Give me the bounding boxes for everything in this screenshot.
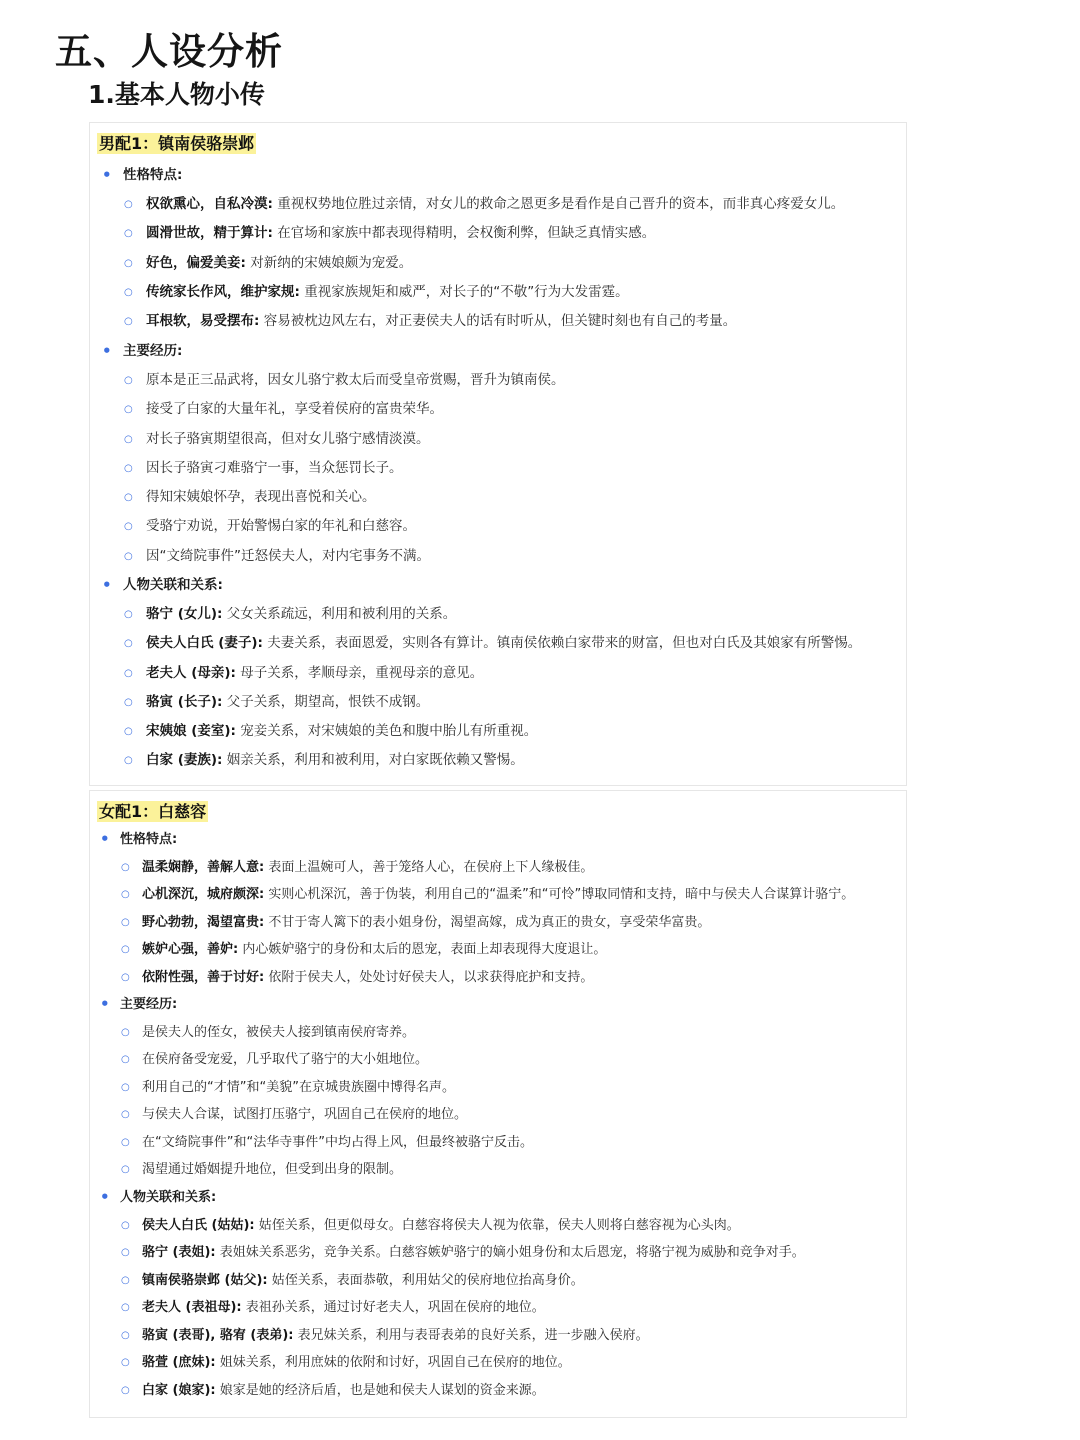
circle-bullet-icon: ○ bbox=[121, 1357, 130, 1368]
list-item bbox=[90, 1212, 906, 1240]
circle-bullet-icon: ○ bbox=[124, 609, 133, 620]
item-desc: 接受了白家的大量年礼，享受着侯府的富贵荣华。 bbox=[146, 401, 443, 418]
item-term: 好色，偏爱美妾: bbox=[146, 254, 246, 271]
section-label: 人物关联和关系: bbox=[123, 577, 223, 593]
item-term: 骆宁 (表姐): bbox=[142, 1245, 216, 1260]
circle-bullet-icon: ○ bbox=[124, 228, 133, 240]
section-personality bbox=[90, 826, 906, 991]
item-desc: 表面上温婉可人，善于笼络人心，在侯府上下人缘极佳。 bbox=[264, 859, 594, 875]
item-term: 骆寅 (长子): bbox=[146, 693, 223, 710]
item-term: 温柔娴静，善解人意: bbox=[142, 859, 265, 875]
circle-bullet-icon: ○ bbox=[121, 1247, 130, 1258]
circle-bullet-icon: ○ bbox=[121, 1329, 130, 1341]
circle-bullet-icon: ○ bbox=[121, 1136, 130, 1148]
item-desc: 重视权势地位胜过亲情，对女儿的救命之恩更多是看作是自己晋升的资本，而非真心疼爱女儿。 bbox=[272, 196, 845, 212]
item-desc: 姑侄关系，但更似母女。白慈容将侯夫人视为依靠，侯夫人则将白慈容视为心头肉。 bbox=[254, 1217, 740, 1233]
page-title: 五、人设分析 bbox=[55, 30, 283, 73]
circle-bullet-icon: ○ bbox=[124, 286, 133, 298]
section-relations bbox=[90, 1184, 906, 1404]
circle-bullet-icon: ○ bbox=[121, 1164, 130, 1175]
circle-bullet-icon: ○ bbox=[121, 916, 130, 928]
item-desc: 姻亲关系，利用和被利用，对白家既依赖又警惕。 bbox=[222, 752, 524, 769]
list-item bbox=[90, 1101, 906, 1129]
item-desc: 重视家族规矩和威严，对长子的“不敬”行为大发雷霆。 bbox=[299, 283, 629, 300]
list-item bbox=[90, 659, 906, 688]
circle-bullet-icon: ○ bbox=[124, 404, 133, 416]
card-title-highlight: 男配1：镇南侯骆崇邺 bbox=[99, 134, 255, 153]
circle-bullet-icon: ○ bbox=[124, 433, 133, 445]
item-term: 传统家长作风，维护家规: bbox=[146, 283, 300, 300]
list-item bbox=[90, 1294, 906, 1322]
bullet-dot-icon: • bbox=[102, 576, 112, 594]
bullet-dot-icon: • bbox=[100, 830, 110, 848]
circle-bullet-icon: ○ bbox=[124, 462, 133, 474]
item-desc: 与侯夫人合谋，试图打压骆宁，巩固自己在侯府的地位。 bbox=[142, 1107, 468, 1122]
bullet-dot-icon: • bbox=[102, 166, 112, 184]
bullet-dot-icon: • bbox=[102, 342, 112, 360]
list-item bbox=[90, 1322, 906, 1350]
circle-bullet-icon: ○ bbox=[124, 667, 133, 679]
circle-bullet-icon: ○ bbox=[121, 944, 130, 955]
item-term: 圆滑世故，精于算计: bbox=[146, 225, 273, 242]
card-title bbox=[97, 132, 256, 156]
item-desc: 姐妹关系，利用庶妹的依附和讨好，巩固自己在侯府的地位。 bbox=[215, 1355, 571, 1370]
circle-bullet-icon: ○ bbox=[121, 1384, 130, 1396]
item-desc: 渴望通过婚姻提升地位，但受到出身的限制。 bbox=[142, 1162, 403, 1177]
item-desc: 对新纳的宋姨娘颇为宠爱。 bbox=[245, 254, 413, 271]
list-item bbox=[90, 278, 906, 307]
circle-bullet-icon: ○ bbox=[124, 638, 133, 650]
item-term: 白家 (娘家): bbox=[142, 1382, 216, 1398]
section-header bbox=[90, 571, 906, 600]
item-term: 侯夫人白氏 (妻子): bbox=[146, 635, 263, 652]
bullet-dot-icon: • bbox=[100, 995, 110, 1013]
section-label: 主要经历: bbox=[123, 343, 183, 359]
circle-bullet-icon: ○ bbox=[124, 375, 133, 386]
list-item bbox=[90, 425, 906, 454]
section-subtitle: 1.基本人物小传 bbox=[88, 80, 265, 109]
list-item bbox=[90, 366, 906, 395]
section-header bbox=[90, 161, 906, 190]
item-term: 耳根软，易受摆布: bbox=[146, 313, 260, 330]
item-term: 骆萱 (庶妹): bbox=[142, 1355, 216, 1370]
circle-bullet-icon: ○ bbox=[121, 1081, 130, 1093]
list-item bbox=[90, 542, 906, 571]
section-experience bbox=[90, 337, 906, 571]
circle-bullet-icon: ○ bbox=[124, 257, 133, 269]
circle-bullet-icon: ○ bbox=[124, 492, 133, 504]
circle-bullet-icon: ○ bbox=[124, 550, 133, 562]
list-item bbox=[90, 512, 906, 541]
character-card-female-1 bbox=[89, 790, 907, 1418]
section-header bbox=[90, 1184, 906, 1212]
item-desc: 表兄妹关系，利用与表哥表弟的良好关系，进一步融入侯府。 bbox=[293, 1327, 649, 1343]
list-item bbox=[90, 249, 906, 278]
section-relations bbox=[90, 571, 906, 776]
item-desc: 因“文绮院事件”迁怒侯夫人，对内宅事务不满。 bbox=[146, 547, 430, 564]
item-term: 骆寅 (表哥), 骆宥 (表弟): bbox=[142, 1327, 294, 1343]
item-desc: 父子关系，期望高，恨铁不成钢。 bbox=[222, 693, 430, 710]
item-desc: 是侯夫人的侄女，被侯夫人接到镇南侯府寄养。 bbox=[142, 1024, 416, 1040]
item-desc: 在“文绮院事件”和“法华寺事件”中均占得上风，但最终被骆宁反击。 bbox=[142, 1134, 533, 1150]
item-term: 嫉妒心强，善妒: bbox=[142, 942, 239, 957]
circle-bullet-icon: ○ bbox=[121, 1274, 130, 1286]
item-desc: 内心嫉妒骆宁的身份和太后的恩宠，表面上却表现得大度退让。 bbox=[238, 942, 607, 957]
item-term: 老夫人 (表祖母): bbox=[142, 1300, 242, 1315]
list-item bbox=[90, 395, 906, 424]
circle-bullet-icon: ○ bbox=[121, 1054, 130, 1065]
list-item bbox=[90, 746, 906, 775]
item-desc: 不甘于寄人篱下的表小姐身份，渴望高嫁，成为真正的贵女，享受荣华富贵。 bbox=[264, 914, 711, 930]
item-term: 宋姨娘 (妾室): bbox=[146, 723, 236, 740]
list-item bbox=[90, 909, 906, 937]
list-item bbox=[90, 881, 906, 909]
card-title-highlight: 女配1：白慈容 bbox=[99, 802, 207, 821]
item-term: 镇南侯骆崇邺 (姑父): bbox=[142, 1272, 268, 1288]
item-desc: 受骆宁劝说，开始警惕白家的年礼和白慈容。 bbox=[146, 518, 416, 535]
circle-bullet-icon: ○ bbox=[121, 861, 130, 873]
list-item bbox=[90, 483, 906, 512]
item-desc: 宠妾关系，对宋姨娘的美色和腹中胎儿有所重视。 bbox=[235, 723, 538, 740]
item-desc: 夫妻关系，表面恩爱，实则各有算计。镇南侯依赖白家带来的财富，但也对白氏及其娘家有所警惕。 bbox=[262, 635, 862, 652]
list-item bbox=[90, 307, 906, 336]
item-desc: 娘家是她的经济后盾，也是她和侯夫人谋划的资金来源。 bbox=[215, 1382, 545, 1398]
list-item bbox=[90, 454, 906, 483]
list-item bbox=[90, 600, 906, 629]
circle-bullet-icon: ○ bbox=[124, 316, 133, 328]
item-desc: 容易被枕边风左右，对正妻侯夫人的话有时听从，但关键时刻也有自己的考量。 bbox=[259, 313, 737, 330]
item-term: 野心勃勃，渴望富贵: bbox=[142, 914, 265, 930]
list-item bbox=[90, 1239, 906, 1267]
list-item bbox=[90, 964, 906, 992]
list-item bbox=[90, 717, 906, 746]
item-desc: 依附于侯夫人，处处讨好侯夫人，以求获得庇护和支持。 bbox=[264, 969, 594, 985]
bullet-dot-icon: • bbox=[100, 1188, 110, 1206]
item-term: 白家 (妻族): bbox=[146, 752, 223, 769]
item-term: 侯夫人白氏 (姑姑): bbox=[142, 1217, 255, 1233]
character-card-male-1 bbox=[89, 122, 907, 786]
circle-bullet-icon: ○ bbox=[121, 971, 130, 983]
list-item bbox=[90, 1267, 906, 1295]
item-desc: 在官场和家族中都表现得精明，会权衡利弊，但缺乏真情实感。 bbox=[272, 225, 656, 242]
circle-bullet-icon: ○ bbox=[124, 521, 133, 533]
section-label: 主要经历: bbox=[120, 997, 178, 1012]
section-personality bbox=[90, 161, 906, 336]
section-header bbox=[90, 337, 906, 366]
list-item bbox=[90, 1074, 906, 1102]
list-item bbox=[90, 1349, 906, 1377]
list-item bbox=[90, 219, 906, 248]
list-item bbox=[90, 854, 906, 882]
item-term: 老夫人 (母亲): bbox=[146, 664, 236, 681]
item-desc: 得知宋姨娘怀孕，表现出喜悦和关心。 bbox=[146, 489, 376, 506]
item-desc: 姑侄关系，表面恭敬，利用姑父的侯府地位抬高身价。 bbox=[267, 1272, 584, 1288]
section-experience bbox=[90, 991, 906, 1184]
item-desc: 表姐妹关系恶劣，竞争关系。白慈容嫉妒骆宁的嫡小姐身份和太后恩宠，将骆宁视为威胁和竞争对手。 bbox=[215, 1245, 805, 1260]
section-label: 性格特点: bbox=[120, 832, 178, 847]
item-desc: 在侯府备受宠爱，几乎取代了骆宁的大小姐地位。 bbox=[142, 1052, 429, 1067]
circle-bullet-icon: ○ bbox=[121, 1026, 130, 1038]
section-label: 人物关联和关系: bbox=[120, 1190, 217, 1205]
circle-bullet-icon: ○ bbox=[124, 199, 133, 210]
list-item bbox=[90, 1019, 906, 1047]
circle-bullet-icon: ○ bbox=[121, 889, 130, 900]
item-desc: 父女关系疏远，利用和被利用的关系。 bbox=[222, 606, 457, 622]
item-desc: 因长子骆寅刁难骆宁一事，当众惩罚长子。 bbox=[146, 459, 403, 476]
item-term: 心机深沉，城府颇深: bbox=[142, 887, 265, 902]
circle-bullet-icon: ○ bbox=[124, 726, 133, 738]
section-label: 性格特点: bbox=[123, 167, 183, 183]
circle-bullet-icon: ○ bbox=[121, 1109, 130, 1120]
item-term: 权欲熏心，自私冷漠: bbox=[146, 196, 273, 212]
item-desc: 利用自己的“才情”和“美貌”在京城贵族圈中博得名声。 bbox=[142, 1079, 455, 1095]
item-term: 骆宁 (女儿): bbox=[146, 606, 223, 622]
item-term: 依附性强，善于讨好: bbox=[142, 969, 265, 985]
item-desc: 母子关系，孝顺母亲，重视母亲的意见。 bbox=[235, 664, 484, 681]
list-item bbox=[90, 936, 906, 964]
item-desc: 表祖孙关系，通过讨好老夫人，巩固在侯府的地位。 bbox=[241, 1300, 545, 1315]
section-header bbox=[90, 991, 906, 1019]
list-item bbox=[90, 629, 906, 658]
item-desc: 原本是正三品武将，因女儿骆宁救太后而受皇帝赏赐，晋升为镇南侯。 bbox=[146, 372, 565, 388]
circle-bullet-icon: ○ bbox=[121, 1302, 130, 1313]
list-item bbox=[90, 688, 906, 717]
card-title bbox=[97, 800, 208, 824]
list-item bbox=[90, 1156, 906, 1184]
item-desc: 对长子骆寅期望很高，但对女儿骆宁感情淡漠。 bbox=[146, 430, 430, 447]
list-item bbox=[90, 1046, 906, 1074]
item-desc: 实则心机深沉，善于伪装，利用自己的“温柔”和“可怜”博取同情和支持，暗中与侯夫人合谋算计骆宁。 bbox=[264, 887, 855, 902]
section-header bbox=[90, 826, 906, 854]
circle-bullet-icon: ○ bbox=[121, 1219, 130, 1231]
circle-bullet-icon: ○ bbox=[124, 755, 133, 767]
list-item bbox=[90, 1129, 906, 1157]
list-item bbox=[90, 190, 906, 219]
circle-bullet-icon: ○ bbox=[124, 696, 133, 708]
list-item bbox=[90, 1377, 906, 1405]
